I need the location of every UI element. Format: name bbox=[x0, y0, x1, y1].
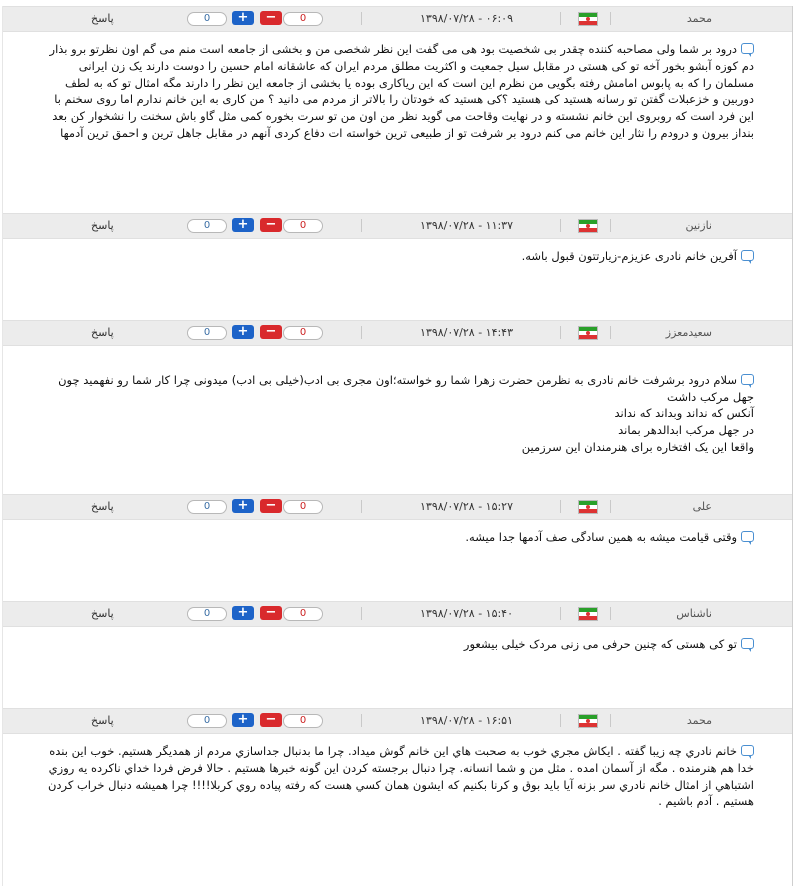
comment-body bbox=[3, 32, 792, 142]
divider bbox=[560, 607, 561, 620]
reply-link[interactable]: پاسخ bbox=[91, 12, 114, 25]
comment-bubble-icon bbox=[741, 43, 754, 54]
like-button[interactable]: + bbox=[232, 499, 254, 513]
comment-item bbox=[3, 708, 792, 878]
dislike-count: 0 bbox=[283, 500, 323, 514]
comment-header bbox=[3, 6, 792, 32]
comment-author: ناشناس bbox=[676, 607, 712, 620]
divider bbox=[361, 219, 362, 232]
divider bbox=[610, 607, 611, 620]
iran-flag-icon bbox=[578, 607, 598, 621]
comment-item bbox=[3, 601, 792, 708]
divider bbox=[361, 500, 362, 513]
comment-author: نازنین bbox=[685, 219, 712, 232]
divider bbox=[361, 607, 362, 620]
comment-text: خانم نادري چه زيبا گفته . ايكاش مجري خوب به صحبت هاي اين خانم گوش ميداد. چرا ما بدنبال جداسازي مردم از همديگر هستيم. خوب اين بنده خدا هم هنرمنده . مگه از آسمان امده . مثل من و شما انسانه. چرا دنبال برجسته كردن اين گونه خبرها هستيم . حالا فرض فردا خداي ناكرده يه روزي اشتباهي از امثال خانم نادري سر بزنه آيا بايد بوق و كرنا بكنيم كه ايشون همان كسي هست كه رفته پياده روي كربلا!!!! چرا هميشه دنبال خراب كردن هستيم . آدم باشيم . bbox=[47, 744, 754, 809]
comment-bubble-icon bbox=[741, 374, 754, 385]
comment-item bbox=[3, 320, 792, 494]
like-count: 0 bbox=[187, 219, 227, 233]
comment-header bbox=[3, 213, 792, 239]
divider bbox=[610, 500, 611, 513]
like-button[interactable]: + bbox=[232, 713, 254, 727]
like-count: 0 bbox=[187, 326, 227, 340]
comment-author: سعیدمعزز bbox=[665, 326, 712, 339]
iran-flag-icon bbox=[578, 219, 598, 233]
comment-header bbox=[3, 601, 792, 627]
comment-author: محمد bbox=[686, 12, 712, 25]
divider bbox=[361, 714, 362, 727]
comment-date: ۱۳۹۸/۰۷/۲۸ - ۰۶:۰۹ bbox=[420, 12, 513, 25]
like-count: 0 bbox=[187, 12, 227, 26]
comment-body bbox=[3, 627, 792, 653]
dislike-count: 0 bbox=[283, 714, 323, 728]
dislike-button[interactable]: − bbox=[260, 606, 282, 620]
comments-list bbox=[2, 6, 793, 886]
dislike-count: 0 bbox=[283, 12, 323, 26]
comment-date: ۱۳۹۸/۰۷/۲۸ - ۱۱:۳۷ bbox=[420, 219, 513, 232]
reply-link[interactable]: پاسخ bbox=[91, 500, 114, 513]
like-count: 0 bbox=[187, 714, 227, 728]
dislike-button[interactable]: − bbox=[260, 325, 282, 339]
comment-text: سلام درود برشرفت خانم نادری به نظرمن حضرت زهرا شما رو خواسته؛اون مجری بی ادب(خیلی بی ادب) میدونی چرا کار شما رو نفهمید چون جهل مرکب داشت آنکس که نداند وبداند که نداند در جهل مرکب ابدالدهر بماند واقعا این یک افتخاره برای هنرمندان این سرزمین bbox=[58, 372, 754, 454]
reply-link[interactable]: پاسخ bbox=[91, 714, 114, 727]
comment-bubble-icon bbox=[741, 638, 754, 649]
reply-link[interactable]: پاسخ bbox=[91, 326, 114, 339]
divider bbox=[610, 326, 611, 339]
reply-link[interactable]: پاسخ bbox=[91, 607, 114, 620]
iran-flag-icon bbox=[578, 326, 598, 340]
like-button[interactable]: + bbox=[232, 11, 254, 25]
comment-text: تو کی هستی که چنین حرفی می زنی مردک خیلی بیشعور bbox=[463, 637, 737, 651]
divider bbox=[361, 12, 362, 25]
like-button[interactable]: + bbox=[232, 325, 254, 339]
like-button[interactable]: + bbox=[232, 218, 254, 232]
comment-date: ۱۳۹۸/۰۷/۲۸ - ۱۵:۲۷ bbox=[420, 500, 513, 513]
comment-body bbox=[3, 346, 792, 456]
iran-flag-icon bbox=[578, 500, 598, 514]
comment-body bbox=[3, 239, 792, 265]
reply-link[interactable]: پاسخ bbox=[91, 219, 114, 232]
dislike-count: 0 bbox=[283, 326, 323, 340]
dislike-button[interactable]: − bbox=[260, 11, 282, 25]
dislike-count: 0 bbox=[283, 607, 323, 621]
comment-header bbox=[3, 320, 792, 346]
like-button[interactable]: + bbox=[232, 606, 254, 620]
comment-bubble-icon bbox=[741, 250, 754, 261]
comment-bubble-icon bbox=[741, 745, 754, 756]
divider bbox=[560, 714, 561, 727]
comment-text: درود بر شما ولی مصاحبه کننده چقدر بی شخصیت بود هی می گفت این نظر شخصی من و بخشی از جامعه است منم می گم اون نظرتو برو بذار دم کوزه آبشو بخور آخه تو کی هستی در مقابل سیل جمعیت و اکثریت مطلق مردم ایران که عاشقانه امام حسین را دوست دارند یک زن ایرانی مسلمان را که به پابوس امامش رفته بگویی من نظرم این است که این ریاکاری بوده یا بخشی از جامعه این نظر را دارند مگه امثال تو که به لطف دوربین و خزعبلات گفتن تو رسانه هستید کی هستید ؟کی هستید که خودتان را بالاتر از مردم می دانید ؟ من کاری به این خانم ندارم اما روی سخنم با این فرد است که روبروی این خانم نشسته و در نهایت وقاحت می گوید نظر من اون من تو سرت بخوره کمی مثل گاو باش سخنت را نشخوار کن بعد بنداز بیرون و درودم را نثار این خانم می کنم درود بر شرفت تو از طبیعی ترین خواسته ات دفاع کردی آنهم در مقابل جاهل ترین و احمق ترین آدمها bbox=[49, 42, 754, 140]
like-count: 0 bbox=[187, 500, 227, 514]
divider bbox=[361, 326, 362, 339]
iran-flag-icon bbox=[578, 12, 598, 26]
comment-date: ۱۳۹۸/۰۷/۲۸ - ۱۶:۵۱ bbox=[420, 714, 513, 727]
comment-author: محمد bbox=[686, 714, 712, 727]
divider bbox=[610, 714, 611, 727]
comment-item bbox=[3, 213, 792, 320]
dislike-button[interactable]: − bbox=[260, 499, 282, 513]
iran-flag-icon bbox=[578, 714, 598, 728]
comment-author: علی bbox=[692, 500, 712, 513]
comment-body bbox=[3, 520, 792, 546]
comment-body bbox=[3, 734, 792, 810]
comment-date: ۱۳۹۸/۰۷/۲۸ - ۱۵:۴۰ bbox=[420, 607, 513, 620]
comment-header bbox=[3, 494, 792, 520]
divider bbox=[610, 219, 611, 232]
comment-item bbox=[3, 6, 792, 213]
divider bbox=[560, 500, 561, 513]
comment-text: وقتی قیامت میشه به همین سادگی صف آدمها جدا میشه. bbox=[465, 530, 737, 544]
comment-bubble-icon bbox=[741, 531, 754, 542]
dislike-count: 0 bbox=[283, 219, 323, 233]
divider bbox=[560, 12, 561, 25]
divider bbox=[560, 219, 561, 232]
divider bbox=[560, 326, 561, 339]
comment-header bbox=[3, 708, 792, 734]
divider bbox=[610, 12, 611, 25]
comment-date: ۱۳۹۸/۰۷/۲۸ - ۱۴:۴۳ bbox=[420, 326, 513, 339]
dislike-button[interactable]: − bbox=[260, 713, 282, 727]
dislike-button[interactable]: − bbox=[260, 218, 282, 232]
like-count: 0 bbox=[187, 607, 227, 621]
comment-item bbox=[3, 494, 792, 601]
comment-text: آفرین خانم نادری عزیزم-زیارتتون قبول باشه. bbox=[521, 249, 737, 263]
